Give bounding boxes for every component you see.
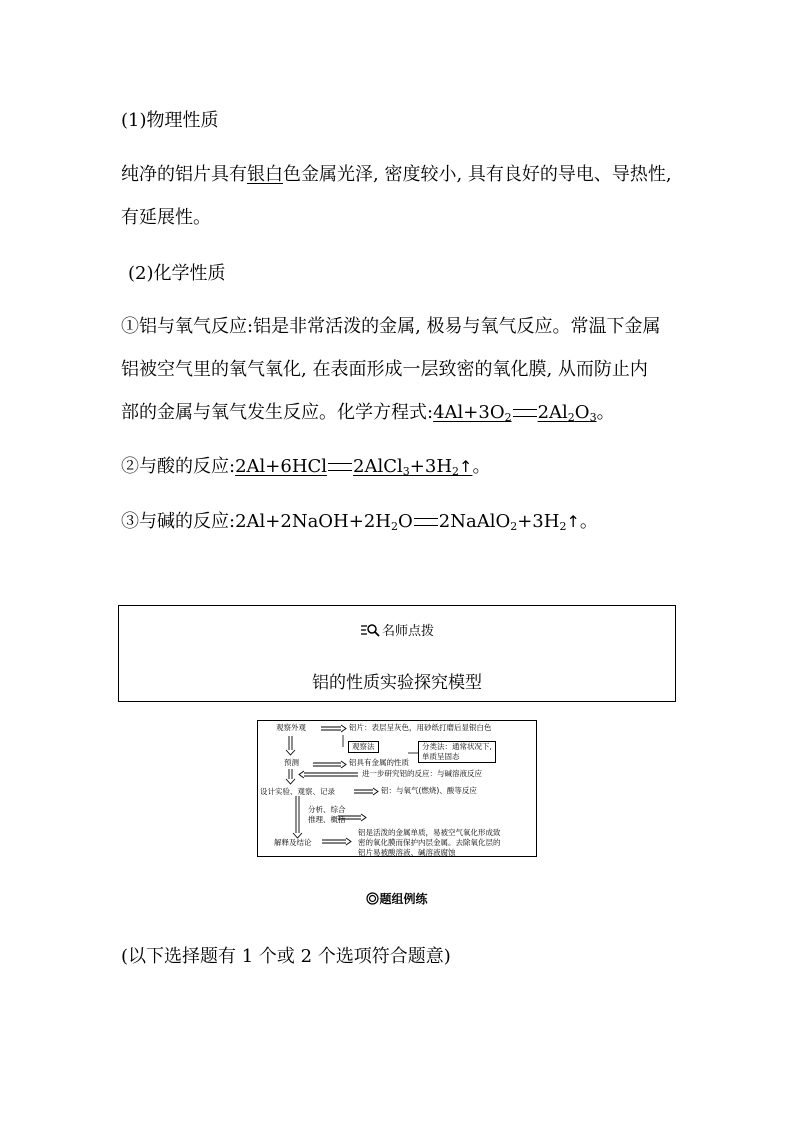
flow-r3: 进一步研究铝的反应：与碱溶液反应 [362,769,482,778]
flow-observe: 观察外观 [276,723,306,732]
oxygen-line-2: 铝被空气里的氧气氧化, 在表面形成一层致密的氧化膜, 从而防止内 [121,359,648,380]
oxygen-line-3: 部的金属与氧气发生反应。化学方程式$:4Al+3O_2$ $2Al_2O_3$。 [121,402,615,424]
flow-c3: 铝片易被酸溶液、碱溶液腐蚀 [358,848,456,857]
aluminum-inquiry-flowchart [257,720,537,857]
base-equation: $2Al+2NaOH+2H_2O$ $2NaAlO_2+3H_2↑$ [235,511,580,533]
equals-sign [328,463,352,471]
flow-design: 设计实验、观察、记录 [260,787,335,796]
practice-header: 题组例练 [0,890,794,907]
flow-predict: 预测 [284,758,299,767]
flow-r1: 铝片：表层呈灰色，用砂纸打磨后显银白色 [349,723,492,732]
acid-line: ②与酸的反应:2Al+6HCl $2AlCl_3+3H_2↑$。 [121,456,491,478]
flow-analyze-1: 分析、综合 [308,805,346,814]
magnifier-list-icon [360,623,382,637]
flow-c2: 密的氧化膜而保护内层金属。去除氧化层的 [358,838,501,847]
flow-c1: 铝是活泼的金属单质，易被空气氧化形成致 [358,828,501,837]
tip-header: 名师点拨 [119,620,675,639]
teacher-tip-box [118,605,676,702]
physical-line-2: 有延展性。 [121,207,211,228]
chemical-heading: (2)化学性质 [128,263,226,284]
flow-conclude: 解释及结论 [274,838,312,847]
acid-equation: 2Al+6HCl $2AlCl_3+3H_2↑$ [235,456,473,478]
answer-silver-white: 银白 [247,164,283,185]
flow-analyze-2: 推理、概括 [308,815,346,824]
equals-sign [414,518,438,526]
gas-arrow-icon: ↑ [459,457,473,476]
gas-arrow-icon: ↑ [566,512,580,531]
flow-r2: 铝具有金属的性质 [349,758,409,767]
flow-r4: 铝：与氧气(燃烧)、酸等反应 [381,786,477,795]
practice-note: (以下选择题有 1 个或 2 个选项符合题意) [121,946,451,967]
classification-box: 分类法：通常状况下, 单质呈固态 [418,741,496,763]
method-box: 观察法 [348,741,379,753]
equals-sign [513,409,537,417]
target-circle-icon [366,892,379,905]
physical-heading: (1)物理性质 [121,110,219,131]
oxygen-line-1: ①铝与氧气反应:铝是非常活泼的金属, 极易与氧气反应。常温下金属 [121,316,661,337]
base-line: ③与碱的反应$:2Al+2NaOH+2H_2O$ $2NaAlO_2+3H_2↑$。 [121,511,598,533]
oxygen-equation: $4Al+3O_2$ $2Al_2O_3$ [433,402,597,424]
tip-title: 铝的性质实验探究模型 [312,673,482,693]
physical-line-1: 纯净的铝片具有银白色金属光泽, 密度较小, 具有良好的导电、导热性, [121,164,672,185]
